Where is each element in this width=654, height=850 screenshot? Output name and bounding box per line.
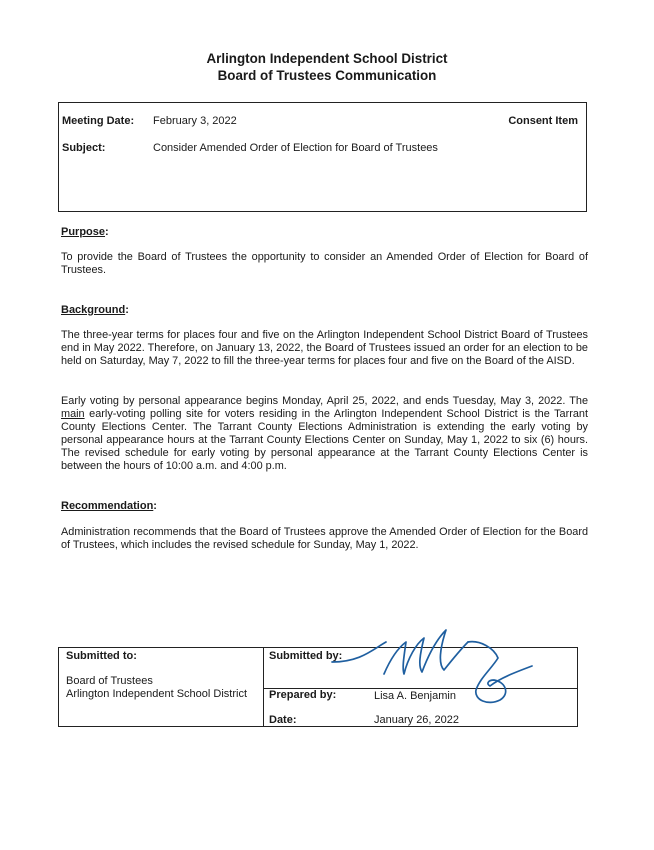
document-header [0,51,654,84]
subject-label: Subject: [62,142,106,154]
signature-letters [384,630,468,674]
purpose-heading: Purpose: [61,226,109,238]
emphasis-main: main [61,408,85,421]
handwritten-signature [320,620,540,715]
document-type: Board of Trustees Communication [217,67,437,83]
signature-tail [468,642,532,703]
signature-strokes [332,630,532,702]
item-type-label: Consent Item [508,115,578,127]
background-heading: Background: [61,304,129,316]
background-paragraph-1: The three-year terms for places four and five on the Arlington Independent School District Board of Trustees end in May 2022. Therefore, on January 13, 2022, the Board of Trustees issued an order for an election to be held on Saturday, May 7, 2022 to fill the three-year terms for places four and five on the Board of the AISD. [61,329,588,368]
submitted-to-line-1: Board of Trustees [66,675,153,687]
signature-lead-stroke [332,642,386,662]
background-paragraph-2: Early voting by personal appearance begins Monday, April 25, 2022, and ends Tuesday, May 3, 2022. The main early-voting polling site for voters residing in the Arlington Independent School District is the Tarrant County Elections Center. The Tarrant County Elections Administration is extending the early voting by personal appearance hours at the Tarrant County Elections Center on Sunday, May 1, 2022 to six (6) hours. The revised schedule for early voting by personal appearance at the Tarrant County Elections Center is between the hours of 10:00 a.m. and 4:00 p.m. [61,395,588,473]
recommendation-heading: Recommendation: [61,500,157,512]
date-label: Date: [269,714,297,726]
prepared-by-label: Prepared by: [269,689,337,701]
submitted-to-label: Submitted to: [66,650,137,662]
recommendation-text: Administration recommends that the Board of Trustees approve the Amended Order of Election for the Board of Trustees, which includes the revised schedule for Sunday, May 1, 2022. [61,526,588,552]
prepared-by-value: Lisa A. Benjamin [374,690,456,702]
meeting-info-box [58,102,587,212]
purpose-text: To provide the Board of Trustees the opportunity to consider an Amended Order of Election for Board of Trustees. [61,251,588,277]
district-name: Arlington Independent School District [206,51,448,66]
meeting-date-value: February 3, 2022 [153,115,237,127]
date-value: January 26, 2022 [374,714,460,726]
meeting-date-label: Meeting Date: [62,115,135,127]
submitted-to-line-2: Arlington Independent School District [66,688,247,700]
subject-value: Consider Amended Order of Election for Board of Trustees [153,142,438,154]
table-divider-vertical [263,648,264,726]
submitted-by-label: Submitted by: [269,650,343,662]
